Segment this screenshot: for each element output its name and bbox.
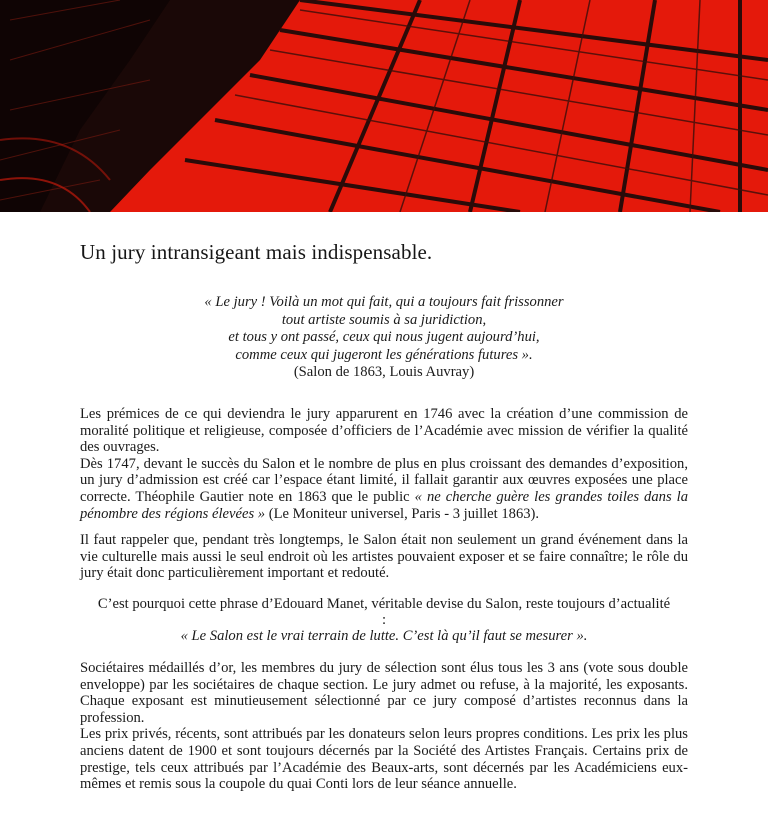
epigraph-line: « Le jury ! Voilà un mot qui fait, qui a toujours fait frissonner (204, 294, 564, 310)
epigraph (120, 294, 648, 382)
paragraph-text: Dès 1747, devant le succès du Salon et le nombre de plus en plus croissant des demandes d’exposition, un jury d’admission est créé car l’espace étant limité, il fallait garantir aux œuvres exposées une place correcte. Théophile Gautier note en 1863 que le public (80, 455, 688, 505)
header-photo (0, 0, 768, 212)
manet-quote: « Le Salon est le vrai terrain de lutte. C’est là qu’il faut se mesurer ». (180, 628, 588, 644)
paragraph-prizes: Les prix privés, récents, sont attribués par les donateurs selon leurs propres conditions. Les prix les plus anciens datent de 1900 et sont toujours décernés par la Société des Artistes Français. Certains prix de prestige, tels ceux attribués par l’Académie des Beaux-arts, sont décernés par les Académiciens eux-mêmes et remis sous la coupole du quai Conti lors de leur séance annuelle. (80, 726, 688, 793)
epigraph-line: et tous y ont passé, ceux qui nous jugent aujourd’hui, (228, 329, 540, 346)
history-block (80, 406, 688, 522)
manet-intro: C’est pourquoi cette phrase d’Edouard Manet, véritable devise du Salon, reste toujours d’actualité (97, 596, 671, 612)
epigraph-line: comme ceux qui jugeront les générations futures ». (235, 346, 533, 363)
paragraph-1747 (80, 456, 688, 522)
paragraph-role: Il faut rappeler que, pendant très longtemps, le Salon était non seulement un grand événement dans la vie culturelle mais aussi le seul endroit où les artistes pouvaient exposer et se faire connaître; le rôle du jury était donc particulièrement important et redouté. (80, 532, 688, 582)
jury-block (80, 660, 688, 793)
paragraph-origins: Les prémices de ce qui deviendra le jury apparurent en 1746 avec la création d’une commission de moralité politique et religieuse, composée d’officiers de l’Académie avec mission de vérifier la qualité des ouvrages. (80, 406, 688, 456)
manet-colon: : (381, 612, 387, 628)
section-title: Un jury intransigeant mais indispensable. (80, 240, 433, 264)
glass-roof-image (0, 0, 768, 212)
paragraph-text: (Le Moniteur universel, Paris - 3 juillet 1863). (265, 505, 540, 522)
epigraph-source: (Salon de 1863, Louis Auvray) (293, 364, 475, 381)
paragraph-jury: Sociétaires médaillés d’or, les membres du jury de sélection sont élus tous les 3 ans (vote sous double enveloppe) par les sociétaires de chaque section. Le jury admet ou refuse, à la majorité, les exposants. Chaque exposant est minutieusement sélectionné par ce jury composé d’artistes reconnus dans la profession. (80, 660, 688, 726)
gautier-quote: « ne cherche guère les grandes toiles dans la pénombre des régions élevées » (80, 488, 689, 522)
epigraph-line: tout artiste soumis à sa juridiction, (281, 311, 487, 328)
